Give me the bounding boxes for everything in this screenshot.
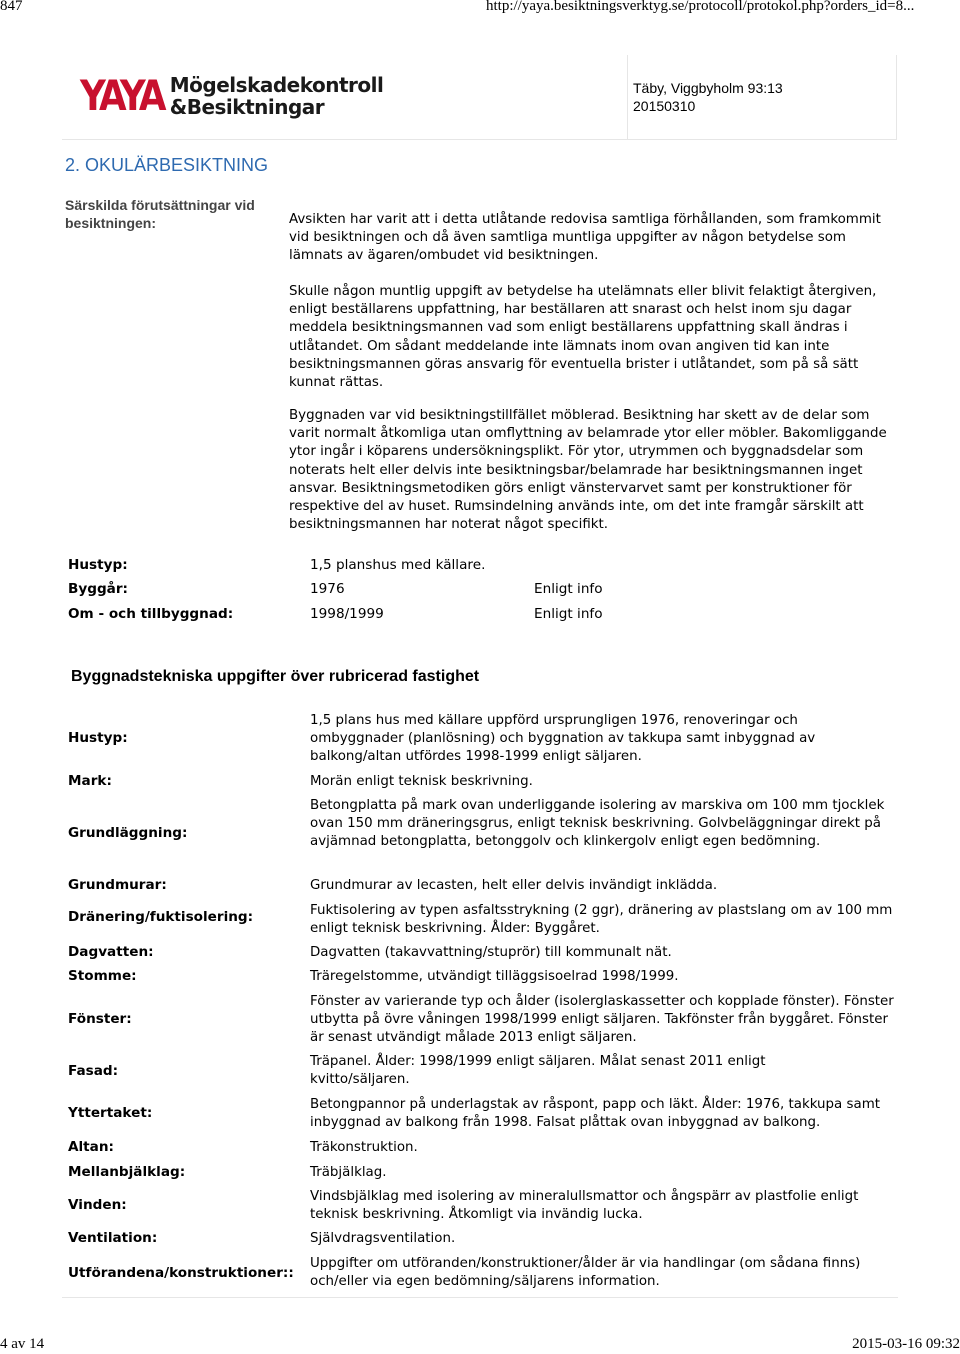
tech-label-grundlaggning: Grundläggning: [68,825,188,841]
byggar-label: Byggår: [68,581,128,597]
tech-value-altan: Träkonstruktion. [310,1140,418,1155]
tech-label-vinden: Vinden: [68,1197,127,1213]
property-address: Täby, Viggbyholm 93:13 [633,80,783,96]
print-datetime: 2015-03-16 09:32 [852,1336,960,1352]
tech-label-yttertaket: Yttertaket: [68,1105,153,1121]
tech-value-yttertaket: Betongpannor på underlagstak av råspont, papp och läkt. Ålder: 1976, takkupa samt inbyggnad av balkong från 1998. Falsat plåttak ovan inbyggnad av balkong. [310,1097,880,1131]
tech-label-stomme: Stomme: [68,968,137,984]
tech-label-fasad: Fasad: [68,1063,119,1079]
tech-value-vinden: Vindsbjälklag med isolering av mineralullsmattor och ångspärr av plastfolie enligt teknisk beskrivning. Åtkomligt via invändig lucka. [310,1189,859,1223]
company-logo [80,71,384,120]
tech-value-hustyp: 1,5 plans hus med källare uppförd ursprungligen 1976, renoveringar och ombyggnader (planlösning) och byggnation av takkupa samt inbyggnad av balkong/altan utfördes 1998-1999 enligt säljaren. [310,713,816,765]
pre-conditions-label: Särskilda förutsättningar vid besiktningen: [65,197,255,231]
tech-label-utforandena: Utförandena/konstruktioner:: [68,1265,294,1281]
print-page-count: 4 av 14 [0,1336,45,1352]
tech-value-mellanbjalklag: Träbjälklag. [310,1165,387,1180]
tech-value-stomme: Träregelstomme, utvändigt tilläggsisoelrad 1998/1999. [310,969,679,984]
technical-title: Byggnadstekniska uppgifter över rubricerad fastighet [71,668,480,685]
tech-value-grundmurar: Grundmurar av lecasten, helt eller delvis invändigt inklädda. [310,878,718,893]
paragraph-oral-info: Skulle någon muntlig uppgift av betydelse ha utelämnats eller blivit felaktigt återgiven, enligt beställarens uppfattning, har beställaren att snarast och helst inom sju dagar meddela besiktningsmannen vad som enligt beställarens uppfattning skall ändras i utlåtandet. Om sådant meddelande inte lämnats inom ovan angiven tid kan inte besiktningsmannen göras ansvarig för eventuella brister i utlåtandet, som på så sätt kunnat rättas. [289,284,877,391]
logo-line-2: &Besiktningar [169,95,325,119]
bottom-rule [62,1297,898,1298]
byggar-info: Enligt info [534,581,603,597]
tillbyggnad-value: 1998/1999 [310,606,384,622]
tech-label-hustyp: Hustyp: [68,730,128,746]
tech-label-fonster: Fönster: [68,1011,132,1027]
tech-value-utforandena: Uppgifter om utföranden/konstruktioner/ålder är via handlingar (om sådana finns) och/eller via egen bedömning/säljarens information. [310,1256,861,1290]
section-title: 2. OKULÄRBESIKTNING [65,155,269,175]
tech-label-altan: Altan: [68,1139,114,1155]
tech-label-dagvatten: Dagvatten: [68,944,154,960]
tillbyggnad-label: Om - och tillbyggnad: [68,606,234,622]
hustyp-label: Hustyp: [68,557,128,573]
tech-label-mark: Mark: [68,773,112,789]
logo-text [170,74,384,118]
hustyp-value: 1,5 planshus med källare. [310,557,486,573]
tech-value-fasad: Träpanel. Ålder: 1998/1999 enligt säljaren. Målat senast 2011 enligt kvitto/säljaren. [310,1054,766,1088]
tech-label-mellanbjalklag: Mellanbjälklag: [68,1164,186,1180]
byggar-value: 1976 [310,581,345,597]
logo-line-1: Mögelskadekontroll [169,73,384,97]
order-number: 20150310 [633,98,696,114]
print-url: http://yaya.besiktningsverktyg.se/protocoll/protokol.php?orders_id=8... [486,0,915,14]
paragraph-furnished: Byggnaden var vid besiktningstillfället möblerad. Besiktning har skett av de delar som varit normalt åtkomliga utan omflyttning av belamrade ytor eller möbler. Bakomliggande ytor ingår i köparens undersökningsplikt. För ytor, utrymmen och byggnadsdelar som noterats helt eller delvis inte besiktningsbar/belamrade har besiktningsmannen inget ansvar. Besiktningsmetodiken görs enligt vänstervarvet samt per konstruktioner för respektive del av huset. Rumsindelning används inte, om det inte framgår särskilt att besiktningsmannen har noterat något specifikt. [289,408,887,533]
print-page-number: 847 [0,0,23,14]
logo-brand: YAYA [80,71,164,120]
tech-label-grundmurar: Grundmurar: [68,877,167,893]
tech-value-dagvatten: Dagvatten (takavvattning/stuprör) till kommunalt nät. [310,945,672,960]
tech-label-ventilation: Ventilation: [68,1230,158,1246]
tech-value-dranering: Fuktisolering av typen asfaltsstrykning (2 ggr), dränering av plastslang om av 100 mm enligt teknisk beskrivning. Ålder: Byggåret. [310,903,893,937]
paragraph-intro: Avsikten har varit att i detta utlåtande redovisa samtliga förhållanden, som framkommit vid besiktningen och då även samtliga muntliga uppgifter av någon betydelse som lämnats av ägaren/ombudet vid besiktningen. [289,212,881,264]
tech-value-ventilation: Självdragsventilation. [310,1231,456,1246]
tech-label-dranering: Dränering/fuktisolering: [68,909,254,925]
tech-value-fonster: Fönster av varierande typ och ålder (isolerglaskassetter och kopplade fönster). Fönster utbytta på övre våningen 1998/1999 enligt säljaren. Takfönster från byggåret. Fönster är senast utvändigt målade 2013 enligt säljaren. [310,994,894,1046]
tillbyggnad-info: Enligt info [534,606,603,622]
tech-value-mark: Morän enligt teknisk beskrivning. [310,774,533,789]
tech-value-grundlaggning: Betongplatta på mark ovan underliggande isolering av marskiva om 100 mm tjocklek ovan 150 mm dräneringsgrus, enligt teknisk beskrivning. Golvbeläggningar direkt på avjämnad betongplatta, betonggolv och klinkergolv enligt egen bedömning. [310,798,885,850]
